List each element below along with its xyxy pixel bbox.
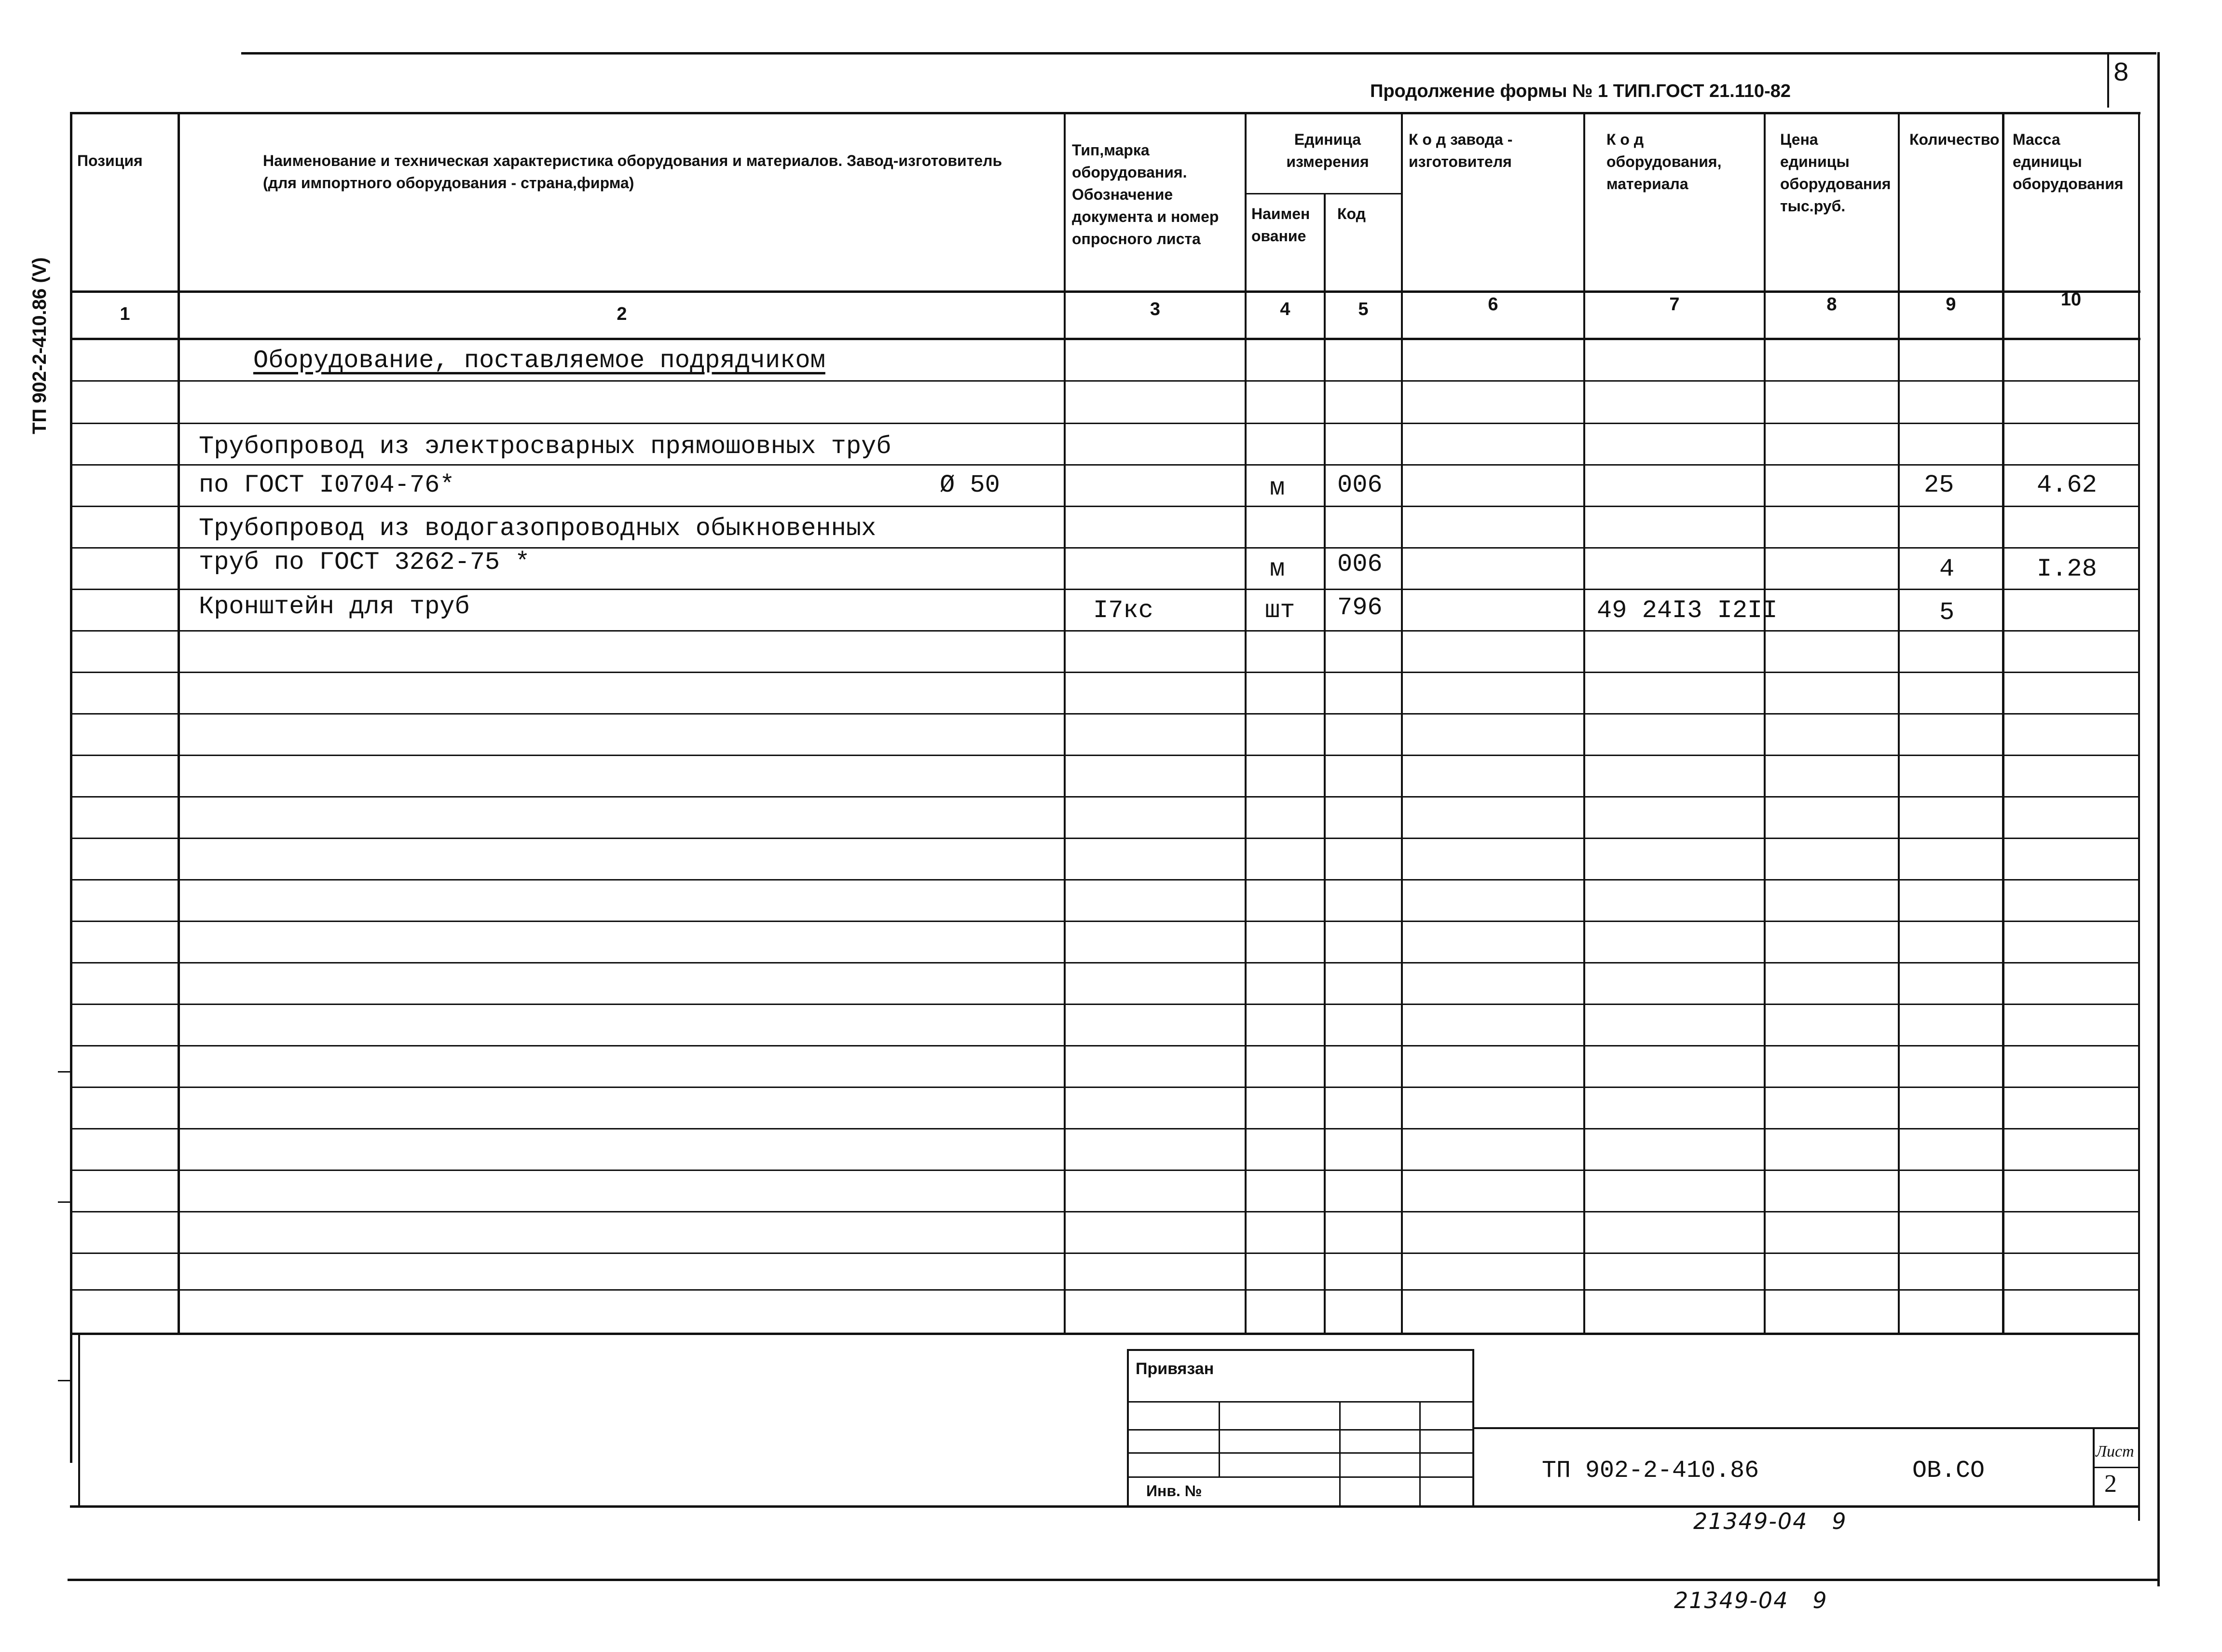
row-3-qty: 5 bbox=[1939, 598, 1955, 627]
col-line-2 bbox=[1064, 112, 1066, 1333]
row-1-unit-code: 006 bbox=[1337, 471, 1383, 499]
colnum-5: 5 bbox=[1358, 299, 1369, 319]
row-3-type: I7кс bbox=[1093, 596, 1153, 625]
inv-label: Инв. № bbox=[1146, 1482, 1202, 1500]
privyazan-vgrid-2 bbox=[1339, 1401, 1341, 1506]
header-col-5: Код bbox=[1337, 205, 1366, 222]
row-2-name-line2: труб по ГОСТ 3262-75 * bbox=[199, 548, 530, 577]
colnum-8: 8 bbox=[1826, 294, 1837, 315]
margin-tick-3 bbox=[58, 1380, 72, 1381]
header-col-9: Количество bbox=[1909, 131, 2000, 148]
table-right bbox=[2138, 112, 2140, 1521]
row-1-unit: м bbox=[1270, 474, 1285, 502]
header-col-1: Позиция bbox=[77, 152, 143, 169]
margin-tick-2 bbox=[58, 1201, 72, 1203]
colnum-1: 1 bbox=[120, 304, 130, 324]
privyazan-grid-1 bbox=[1127, 1401, 1473, 1403]
header-bottom bbox=[70, 290, 2140, 293]
doc-mark: ОВ.СО bbox=[1912, 1457, 1985, 1485]
col-line-4 bbox=[1324, 193, 1326, 1333]
privyazan-top bbox=[1127, 1349, 1474, 1351]
row-3-name: Кронштейн для труб bbox=[199, 592, 470, 621]
row-1-name-line2: по ГОСТ I0704-76* bbox=[199, 471, 455, 499]
row-2-qty: 4 bbox=[1939, 555, 1955, 583]
colnum-2: 2 bbox=[617, 304, 627, 324]
row-2-mass: I.28 bbox=[2037, 555, 2097, 583]
privyazan-grid-3 bbox=[1127, 1452, 1473, 1454]
header-col-7: К о д оборудования, материала bbox=[1606, 131, 1722, 193]
stamp-top bbox=[1472, 1427, 2140, 1429]
sheet-number: 2 bbox=[2104, 1470, 2117, 1498]
right-border bbox=[2157, 52, 2160, 1586]
header-col-10: Масса единицы оборудования bbox=[2013, 131, 2124, 193]
colnum-bottom bbox=[70, 338, 2140, 340]
header-col-6: К о д завода - изготовителя bbox=[1409, 131, 1513, 170]
colnum-7: 7 bbox=[1669, 294, 1680, 315]
unit-subheader-line bbox=[1245, 193, 1401, 194]
top-border bbox=[241, 52, 2156, 55]
row-1-name-line1: Трубопровод из электросварных прямошовных труб bbox=[199, 432, 892, 461]
page-corner-number: 8 bbox=[2113, 58, 2129, 89]
section-title: Оборудование, поставляемое подрядчиком bbox=[253, 346, 825, 375]
footer-bottom bbox=[70, 1505, 2140, 1508]
row-1-diameter: Ø 50 bbox=[940, 471, 1000, 499]
row-2-unit-code: 006 bbox=[1337, 550, 1383, 578]
row-2-name-line1: Трубопровод из водогазопроводных обыкновенных bbox=[199, 514, 877, 543]
corner-box-line bbox=[2107, 52, 2109, 108]
privyazan-vgrid-3 bbox=[1419, 1401, 1421, 1506]
colnum-4: 4 bbox=[1280, 299, 1290, 319]
row-2-unit: м bbox=[1270, 555, 1285, 583]
privyazan-grid-2 bbox=[1127, 1429, 1473, 1431]
row-3-item-code: 49 24I3 I2II bbox=[1597, 596, 1778, 625]
handwritten-number-1: 21349-04 9 bbox=[1693, 1508, 1847, 1534]
col-line-3 bbox=[1245, 112, 1247, 1333]
colnum-10: 10 bbox=[2060, 289, 2082, 310]
bottom-border bbox=[68, 1579, 2159, 1581]
handwritten-number-2: 21349-04 9 bbox=[1674, 1587, 1828, 1613]
sheet-box-divider bbox=[2094, 1467, 2139, 1468]
header-col-3: Тип,марка оборудования. Обозначение документа и номер опросного листа bbox=[1072, 141, 1219, 248]
colnum-3: 3 bbox=[1150, 299, 1161, 319]
table-top bbox=[70, 112, 2140, 114]
colnum-9: 9 bbox=[1946, 294, 1956, 315]
margin-tick-1 bbox=[58, 1071, 72, 1073]
row-1-qty: 25 bbox=[1924, 471, 1954, 499]
header-unit-group: Единица измерения bbox=[1286, 131, 1369, 170]
form-header: Продолжение формы № 1 ТИП.ГОСТ 21.110-82 bbox=[1370, 81, 1791, 101]
privyazan-label: Привязан bbox=[1136, 1360, 1214, 1378]
row-3-unit-code: 796 bbox=[1337, 593, 1383, 622]
sheet-label: Лист bbox=[2096, 1443, 2134, 1460]
header-col-4: Наименование bbox=[1251, 205, 1310, 245]
side-stamp: ТП 902-2-410.86 (V) bbox=[29, 257, 50, 434]
privyazan-vgrid-1 bbox=[1219, 1401, 1220, 1476]
privyazan-left bbox=[1127, 1349, 1129, 1506]
header-col-8: Цена единицы оборудования тыс.руб. bbox=[1780, 131, 1891, 215]
col-line-1 bbox=[178, 112, 180, 1333]
table-body-bottom bbox=[70, 1333, 2140, 1335]
header-col-2: Наименование и техническая характеристика оборудования и материалов. Завод-изготовитель (для импортного оборудования - страна,фирма) bbox=[263, 152, 1002, 192]
privyazan-grid-4 bbox=[1127, 1476, 1473, 1478]
doc-code: ТП 902-2-410.86 bbox=[1542, 1457, 1759, 1485]
footer-left bbox=[78, 1333, 80, 1506]
row-1-mass: 4.62 bbox=[2037, 471, 2097, 499]
row-3-unit: шт bbox=[1265, 596, 1295, 625]
colnum-6: 6 bbox=[1488, 294, 1498, 315]
